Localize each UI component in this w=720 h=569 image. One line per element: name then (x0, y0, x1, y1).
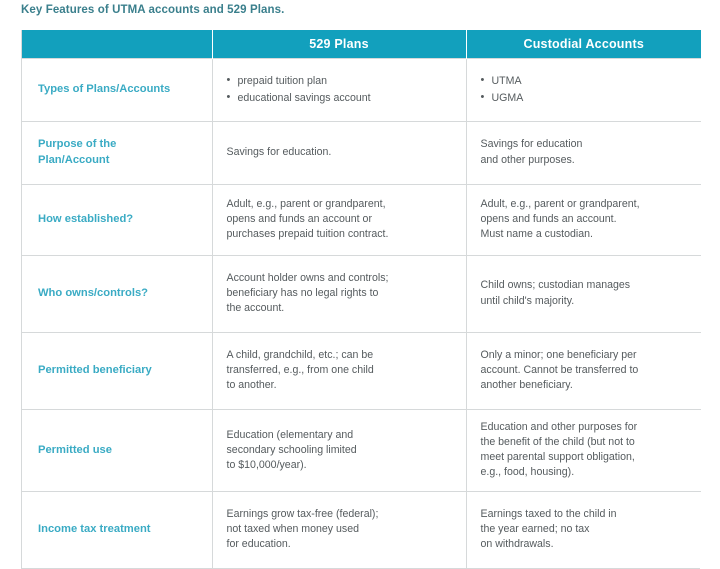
table-row (22, 122, 701, 185)
cell-529-who-owns (212, 256, 466, 333)
table-row (22, 59, 701, 122)
cell-line: Adult, e.g., parent or grandparent, (226, 197, 386, 210)
table-row (22, 256, 701, 333)
cell-line: Earnings taxed to the child in (480, 508, 617, 521)
cell-529-income-tax-treatment (212, 492, 466, 569)
table-row (22, 492, 701, 569)
page-title: Key Features of UTMA accounts and 529 Plans. (21, 4, 285, 16)
table-row (22, 410, 701, 492)
row-label-permitted-use: Permitted use (22, 410, 212, 492)
table-row (22, 333, 701, 410)
cell-line: Earnings grow tax-free (federal); (226, 508, 379, 521)
cell-line: opens and funds an account or (226, 212, 372, 225)
cell-line: beneficiary has no legal rights to (226, 286, 379, 299)
cell-line: secondary schooling limited (226, 443, 357, 456)
cell-529-permitted-beneficiary (212, 333, 466, 410)
cell-529-how-established (212, 185, 466, 256)
header-cell-blank (22, 30, 212, 59)
bullet-list (481, 73, 688, 106)
cell-line: meet parental support obligation, (480, 451, 635, 464)
cell-529-permitted-use (212, 410, 466, 492)
header-cell-529-plans: 529 Plans (212, 30, 466, 59)
comparison-table (22, 30, 701, 568)
row-label-line: Plan/Account (38, 153, 110, 166)
cell-line: Savings for education. (226, 145, 332, 158)
cell-line: purchases prepaid tuition contract. (226, 228, 389, 241)
cell-line: account. Cannot be transferred to (480, 363, 639, 376)
row-label-permitted-beneficiary: Permitted beneficiary (22, 333, 212, 410)
list-item: • prepaid tuition plan (227, 73, 452, 89)
row-label-purpose (22, 122, 212, 185)
cell-line: the year earned; no tax (480, 523, 590, 536)
row-label-who-owns: Who owns/controls? (22, 256, 212, 333)
list-item: • educational savings account (227, 90, 452, 106)
cell-custodial-how-established (466, 185, 701, 256)
list-item: • UGMA (481, 90, 688, 106)
cell-line: Education and other purposes for (480, 421, 638, 433)
cell-line: the account. (226, 302, 285, 315)
cell-custodial-permitted-use (466, 410, 701, 492)
cell-line: transferred, e.g., from one child (226, 363, 374, 376)
cell-custodial-permitted-beneficiary (466, 333, 701, 410)
cell-line: opens and funds an account. (480, 212, 617, 225)
cell-529-types-of-plans (212, 59, 466, 122)
cell-line: the benefit of the child (but not to (480, 436, 635, 449)
table-body (22, 59, 701, 569)
comparison-table-container (21, 30, 700, 569)
cell-line: on withdrawals. (480, 538, 554, 551)
cell-line: another beneficiary. (480, 379, 573, 392)
row-label-income-tax-treatment: Income tax treatment (22, 492, 212, 569)
cell-custodial-purpose (466, 122, 701, 185)
cell-line: Education (elementary and (226, 428, 354, 441)
cell-line: Child owns; custodian manages (480, 279, 631, 292)
row-label-types-of-plans: Types of Plans/Accounts (22, 59, 212, 122)
bullet-list (227, 73, 452, 106)
cell-custodial-income-tax-treatment (466, 492, 701, 569)
cell-line: for education. (226, 538, 291, 551)
cell-line: and other purposes. (480, 153, 575, 166)
cell-line: Only a minor; one beneficiary per (480, 348, 637, 361)
table-header (22, 30, 701, 59)
cell-line: not taxed when money used (226, 523, 360, 536)
table-header-row (22, 30, 701, 59)
cell-line: until child's majority. (480, 294, 575, 307)
cell-line: Account holder owns and controls; (226, 271, 389, 284)
row-label-line: Purpose of the (38, 138, 117, 151)
table-row (22, 185, 701, 256)
cell-529-purpose (212, 122, 466, 185)
cell-line: e.g., food, housing). (480, 466, 575, 479)
cell-line: A child, grandchild, etc.; can be (226, 348, 374, 361)
cell-line: to $10,000/year). (226, 458, 307, 471)
row-label-how-established: How established? (22, 185, 212, 256)
header-cell-custodial-accounts: Custodial Accounts (466, 30, 701, 59)
cell-line: Savings for education (480, 138, 583, 151)
cell-line: Adult, e.g., parent or grandparent, (480, 197, 640, 210)
cell-custodial-types-of-plans (466, 59, 701, 122)
list-item: • UTMA (481, 73, 688, 89)
cell-line: Must name a custodian. (480, 228, 593, 241)
cell-custodial-who-owns (466, 256, 701, 333)
cell-line: to another. (226, 379, 277, 392)
